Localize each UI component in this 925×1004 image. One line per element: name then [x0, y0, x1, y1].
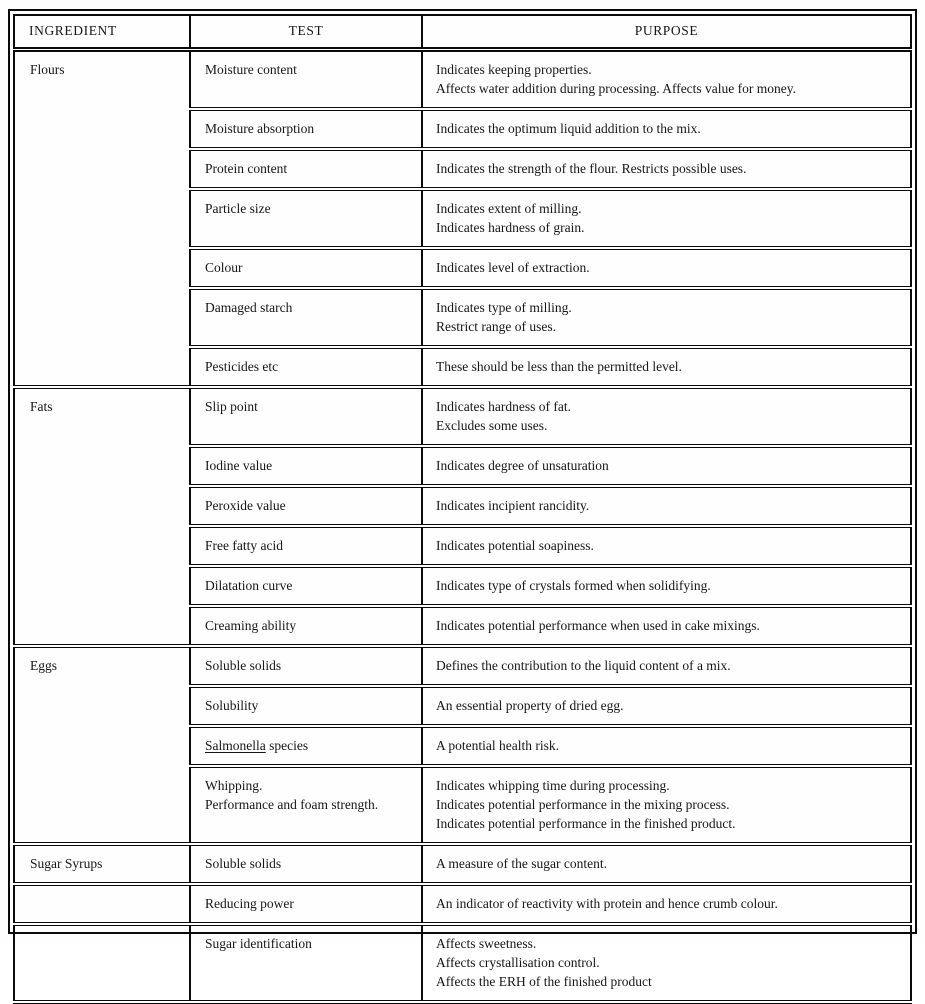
test-line: Sugar identification: [205, 936, 312, 951]
test-line: Moisture content: [205, 62, 297, 77]
test-line: Soluble solids: [205, 658, 282, 673]
table-row: [14, 884, 911, 924]
purpose-cell: [422, 486, 911, 526]
purpose-cell: [422, 387, 911, 446]
purpose-line: Indicates level of extraction.: [436, 260, 590, 275]
table-row: [14, 387, 911, 446]
purpose-line: Affects sweetness.: [436, 936, 537, 951]
test-line: Whipping.: [205, 778, 263, 793]
purpose-line: Indicates whipping time during processing.: [436, 778, 670, 793]
test-line: Soluble solids: [205, 856, 282, 871]
purpose-cell: [422, 109, 911, 149]
purpose-line: Defines the contribution to the liquid content of a mix.: [436, 658, 731, 673]
test-line: Free fatty acid: [205, 538, 283, 553]
test-cell: [190, 884, 422, 924]
purpose-cell: [422, 526, 911, 566]
test-line: Pesticides etc: [205, 359, 279, 374]
purpose-line: A potential health risk.: [436, 738, 559, 753]
purpose-cell: [422, 884, 911, 924]
purpose-line: Indicates keeping properties.: [436, 62, 592, 77]
test-cell: [190, 726, 422, 766]
table-row: [14, 50, 911, 110]
ingredient-cell: [14, 884, 190, 924]
test-cell: [190, 189, 422, 248]
test-cell: [190, 347, 422, 387]
test-line: Dilatation curve: [205, 578, 293, 593]
ingredient-cell: Flours: [14, 50, 190, 388]
test-cell: [190, 486, 422, 526]
purpose-cell: [422, 288, 911, 347]
test-cell: [190, 288, 422, 347]
purpose-cell: [422, 248, 911, 288]
header-purpose: PURPOSE: [422, 15, 911, 50]
test-cell: [190, 566, 422, 606]
purpose-line: Affects the ERH of the finished product: [436, 974, 652, 989]
test-line: Iodine value: [205, 458, 273, 473]
table-row: [14, 924, 911, 1002]
test-line: Slip point: [205, 399, 258, 414]
table-row: [14, 646, 911, 686]
test-line: Moisture absorption: [205, 121, 315, 136]
purpose-line: Indicates hardness of fat.: [436, 399, 571, 414]
purpose-line: Indicates extent of milling.: [436, 201, 582, 216]
purpose-cell: [422, 766, 911, 844]
ingredient-cell: Eggs: [14, 646, 190, 844]
test-cell: [190, 50, 422, 110]
purpose-line: These should be less than the permitted level.: [436, 359, 682, 374]
test-cell: [190, 446, 422, 486]
test-line: Particle size: [205, 201, 271, 216]
test-cell: [190, 606, 422, 646]
ingredient-test-purpose-table: [13, 14, 912, 1004]
test-line: Creaming ability: [205, 618, 297, 633]
ingredient-cell: Fats: [14, 387, 190, 646]
purpose-cell: [422, 606, 911, 646]
purpose-line: Indicates potential performance in the mixing process.: [436, 797, 730, 812]
test-cell: [190, 844, 422, 884]
purpose-line: Affects crystallisation control.: [436, 955, 600, 970]
purpose-cell: [422, 924, 911, 1002]
purpose-line: Restrict range of uses.: [436, 319, 556, 334]
purpose-line: Indicates the strength of the flour. Restricts possible uses.: [436, 161, 747, 176]
purpose-line: Indicates potential performance in the finished product.: [436, 816, 736, 831]
purpose-line: An essential property of dried egg.: [436, 698, 624, 713]
purpose-cell: [422, 149, 911, 189]
test-cell: [190, 766, 422, 844]
header-test: TEST: [190, 15, 422, 50]
table-outer-frame: [8, 9, 917, 989]
test-line: Protein content: [205, 161, 288, 176]
test-line: Salmonella species: [205, 738, 309, 753]
header-row: [14, 15, 911, 50]
test-line: Colour: [205, 260, 243, 275]
purpose-line: Indicates degree of unsaturation: [436, 458, 609, 473]
purpose-cell: [422, 446, 911, 486]
purpose-line: Indicates hardness of grain.: [436, 220, 585, 235]
test-line: Solubility: [205, 698, 259, 713]
purpose-line: Indicates the optimum liquid addition to the mix.: [436, 121, 701, 136]
test-cell: [190, 109, 422, 149]
purpose-cell: [422, 844, 911, 884]
purpose-cell: [422, 726, 911, 766]
test-cell: [190, 248, 422, 288]
test-cell: [190, 646, 422, 686]
purpose-cell: [422, 646, 911, 686]
purpose-cell: [422, 566, 911, 606]
ingredient-cell: Sugar Syrups: [14, 844, 190, 884]
purpose-line: Indicates potential performance when used in cake mixings.: [436, 618, 760, 633]
purpose-line: Indicates type of crystals formed when solidifying.: [436, 578, 711, 593]
purpose-line: Indicates incipient rancidity.: [436, 498, 590, 513]
test-line: Performance and foam strength.: [205, 797, 379, 812]
table-header: [14, 15, 911, 50]
purpose-cell: [422, 189, 911, 248]
purpose-cell: [422, 50, 911, 110]
test-cell: [190, 924, 422, 1002]
test-line: Reducing power: [205, 896, 294, 911]
test-cell: [190, 149, 422, 189]
test-cell: [190, 387, 422, 446]
table-body: [14, 50, 911, 1003]
purpose-line: Affects water addition during processing. Affects value for money.: [436, 81, 797, 96]
purpose-line: Indicates type of milling.: [436, 300, 572, 315]
purpose-line: An indicator of reactivity with protein and hence crumb colour.: [436, 896, 778, 911]
purpose-cell: [422, 347, 911, 387]
test-cell: [190, 526, 422, 566]
purpose-line: Indicates potential soapiness.: [436, 538, 594, 553]
header-ingredient: INGREDIENT: [14, 15, 190, 50]
purpose-cell: [422, 686, 911, 726]
purpose-line: Excludes some uses.: [436, 418, 548, 433]
purpose-line: A measure of the sugar content.: [436, 856, 607, 871]
test-cell: [190, 686, 422, 726]
test-line: Damaged starch: [205, 300, 293, 315]
underlined-term: Salmonella: [205, 738, 266, 753]
ingredient-cell: [14, 924, 190, 1002]
test-line: Peroxide value: [205, 498, 286, 513]
table-row: [14, 844, 911, 884]
